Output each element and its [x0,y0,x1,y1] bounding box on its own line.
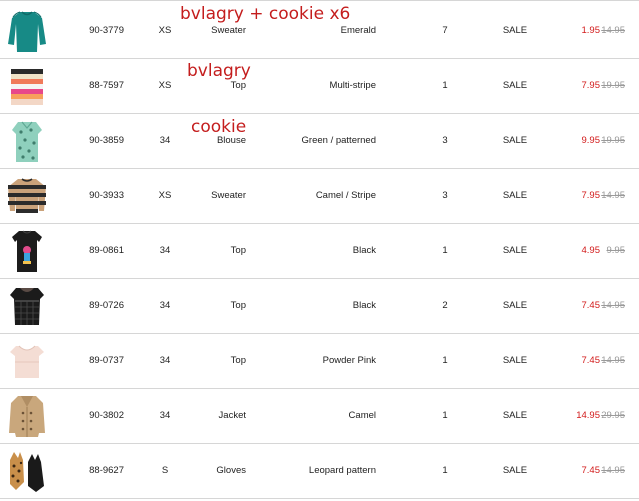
black-graphic-top-icon [6,228,48,274]
handwritten-annotation: cookie [191,117,247,137]
sale-price: 7.95 [581,190,600,201]
item-type: Top [230,245,246,256]
original-price: 19.95 [601,135,625,146]
table-row [0,114,639,169]
original-price: 29.95 [601,410,625,421]
status-badge: SALE [502,465,528,476]
item-type: Jacket [218,410,246,421]
original-price: 14.95 [601,355,625,366]
item-type: Sweater [211,25,246,36]
quantity: 2 [442,300,448,311]
striped-top-icon [6,63,48,109]
item-color: Leopard pattern [308,465,376,476]
handwritten-annotation: bvlagry + cookie x6 [180,4,351,24]
item-type: Gloves [216,465,246,476]
status-badge: SALE [502,300,528,311]
article-number: 90-3779 [89,25,124,36]
article-number: 89-0861 [89,245,124,256]
status-badge: SALE [502,25,528,36]
sale-price: 7.45 [581,465,600,476]
size: XS [158,190,172,201]
item-type: Top [230,355,246,366]
table-row [0,444,639,499]
item-color: Black [352,245,376,256]
table-row [0,59,639,114]
size: 34 [159,410,171,421]
sale-price: 9.95 [581,135,600,146]
item-color: Camel / Stripe [315,190,376,201]
table-row [0,279,639,334]
quantity: 1 [442,410,448,421]
status-badge: SALE [502,80,528,91]
article-number: 89-0726 [89,300,124,311]
status-badge: SALE [502,410,528,421]
row-divider [0,498,639,499]
size: 34 [159,355,171,366]
quantity: 1 [442,465,448,476]
size: 34 [159,245,171,256]
article-number: 90-3802 [89,410,124,421]
article-number: 88-7597 [89,80,124,91]
sale-price: 14.95 [576,410,600,421]
patterned-blouse-icon [6,118,48,164]
status-badge: SALE [502,190,528,201]
quantity: 3 [442,135,448,146]
item-color: Black [352,300,376,311]
original-price: 14.95 [601,190,625,201]
item-color: Powder Pink [322,355,376,366]
status-badge: SALE [502,245,528,256]
size: 34 [159,300,171,311]
item-type: Top [230,80,246,91]
handwritten-annotation: bvlagry [187,61,251,81]
original-price: 14.95 [601,25,625,36]
teal-sweater-icon [6,8,48,54]
table-row [0,334,639,389]
original-price: 19.95 [601,80,625,91]
table-row [0,224,639,279]
pink-top-icon [6,338,48,384]
item-color: Emerald [340,25,376,36]
sale-price: 7.45 [581,355,600,366]
item-color: Camel [348,410,376,421]
quantity: 1 [442,355,448,366]
striped-sweater-icon [6,173,48,219]
status-badge: SALE [502,135,528,146]
article-number: 90-3933 [89,190,124,201]
status-badge: SALE [502,355,528,366]
size: 34 [159,135,171,146]
quantity: 1 [442,245,448,256]
item-type: Blouse [216,135,246,146]
sale-price: 7.95 [581,80,600,91]
black-lace-top-icon [6,283,48,329]
table-row [0,389,639,444]
sale-price: 1.95 [581,25,600,36]
size: XS [158,80,172,91]
sale-price: 7.45 [581,300,600,311]
item-color: Green / patterned [301,135,376,146]
original-price: 14.95 [601,465,625,476]
leopard-gloves-icon [6,448,48,494]
quantity: 3 [442,190,448,201]
camel-jacket-icon [6,393,48,439]
article-number: 88-9627 [89,465,124,476]
sale-price: 4.95 [581,245,600,256]
item-type: Sweater [211,190,246,201]
article-number: 89-0737 [89,355,124,366]
quantity: 7 [442,25,448,36]
article-number: 90-3859 [89,135,124,146]
quantity: 1 [442,80,448,91]
size: S [161,465,169,476]
table-row [0,169,639,224]
item-color: Multi-stripe [329,80,376,91]
table-top-divider [0,0,639,1]
size: XS [158,25,172,36]
original-price: 9.95 [606,245,625,256]
original-price: 14.95 [601,300,625,311]
item-type: Top [230,300,246,311]
